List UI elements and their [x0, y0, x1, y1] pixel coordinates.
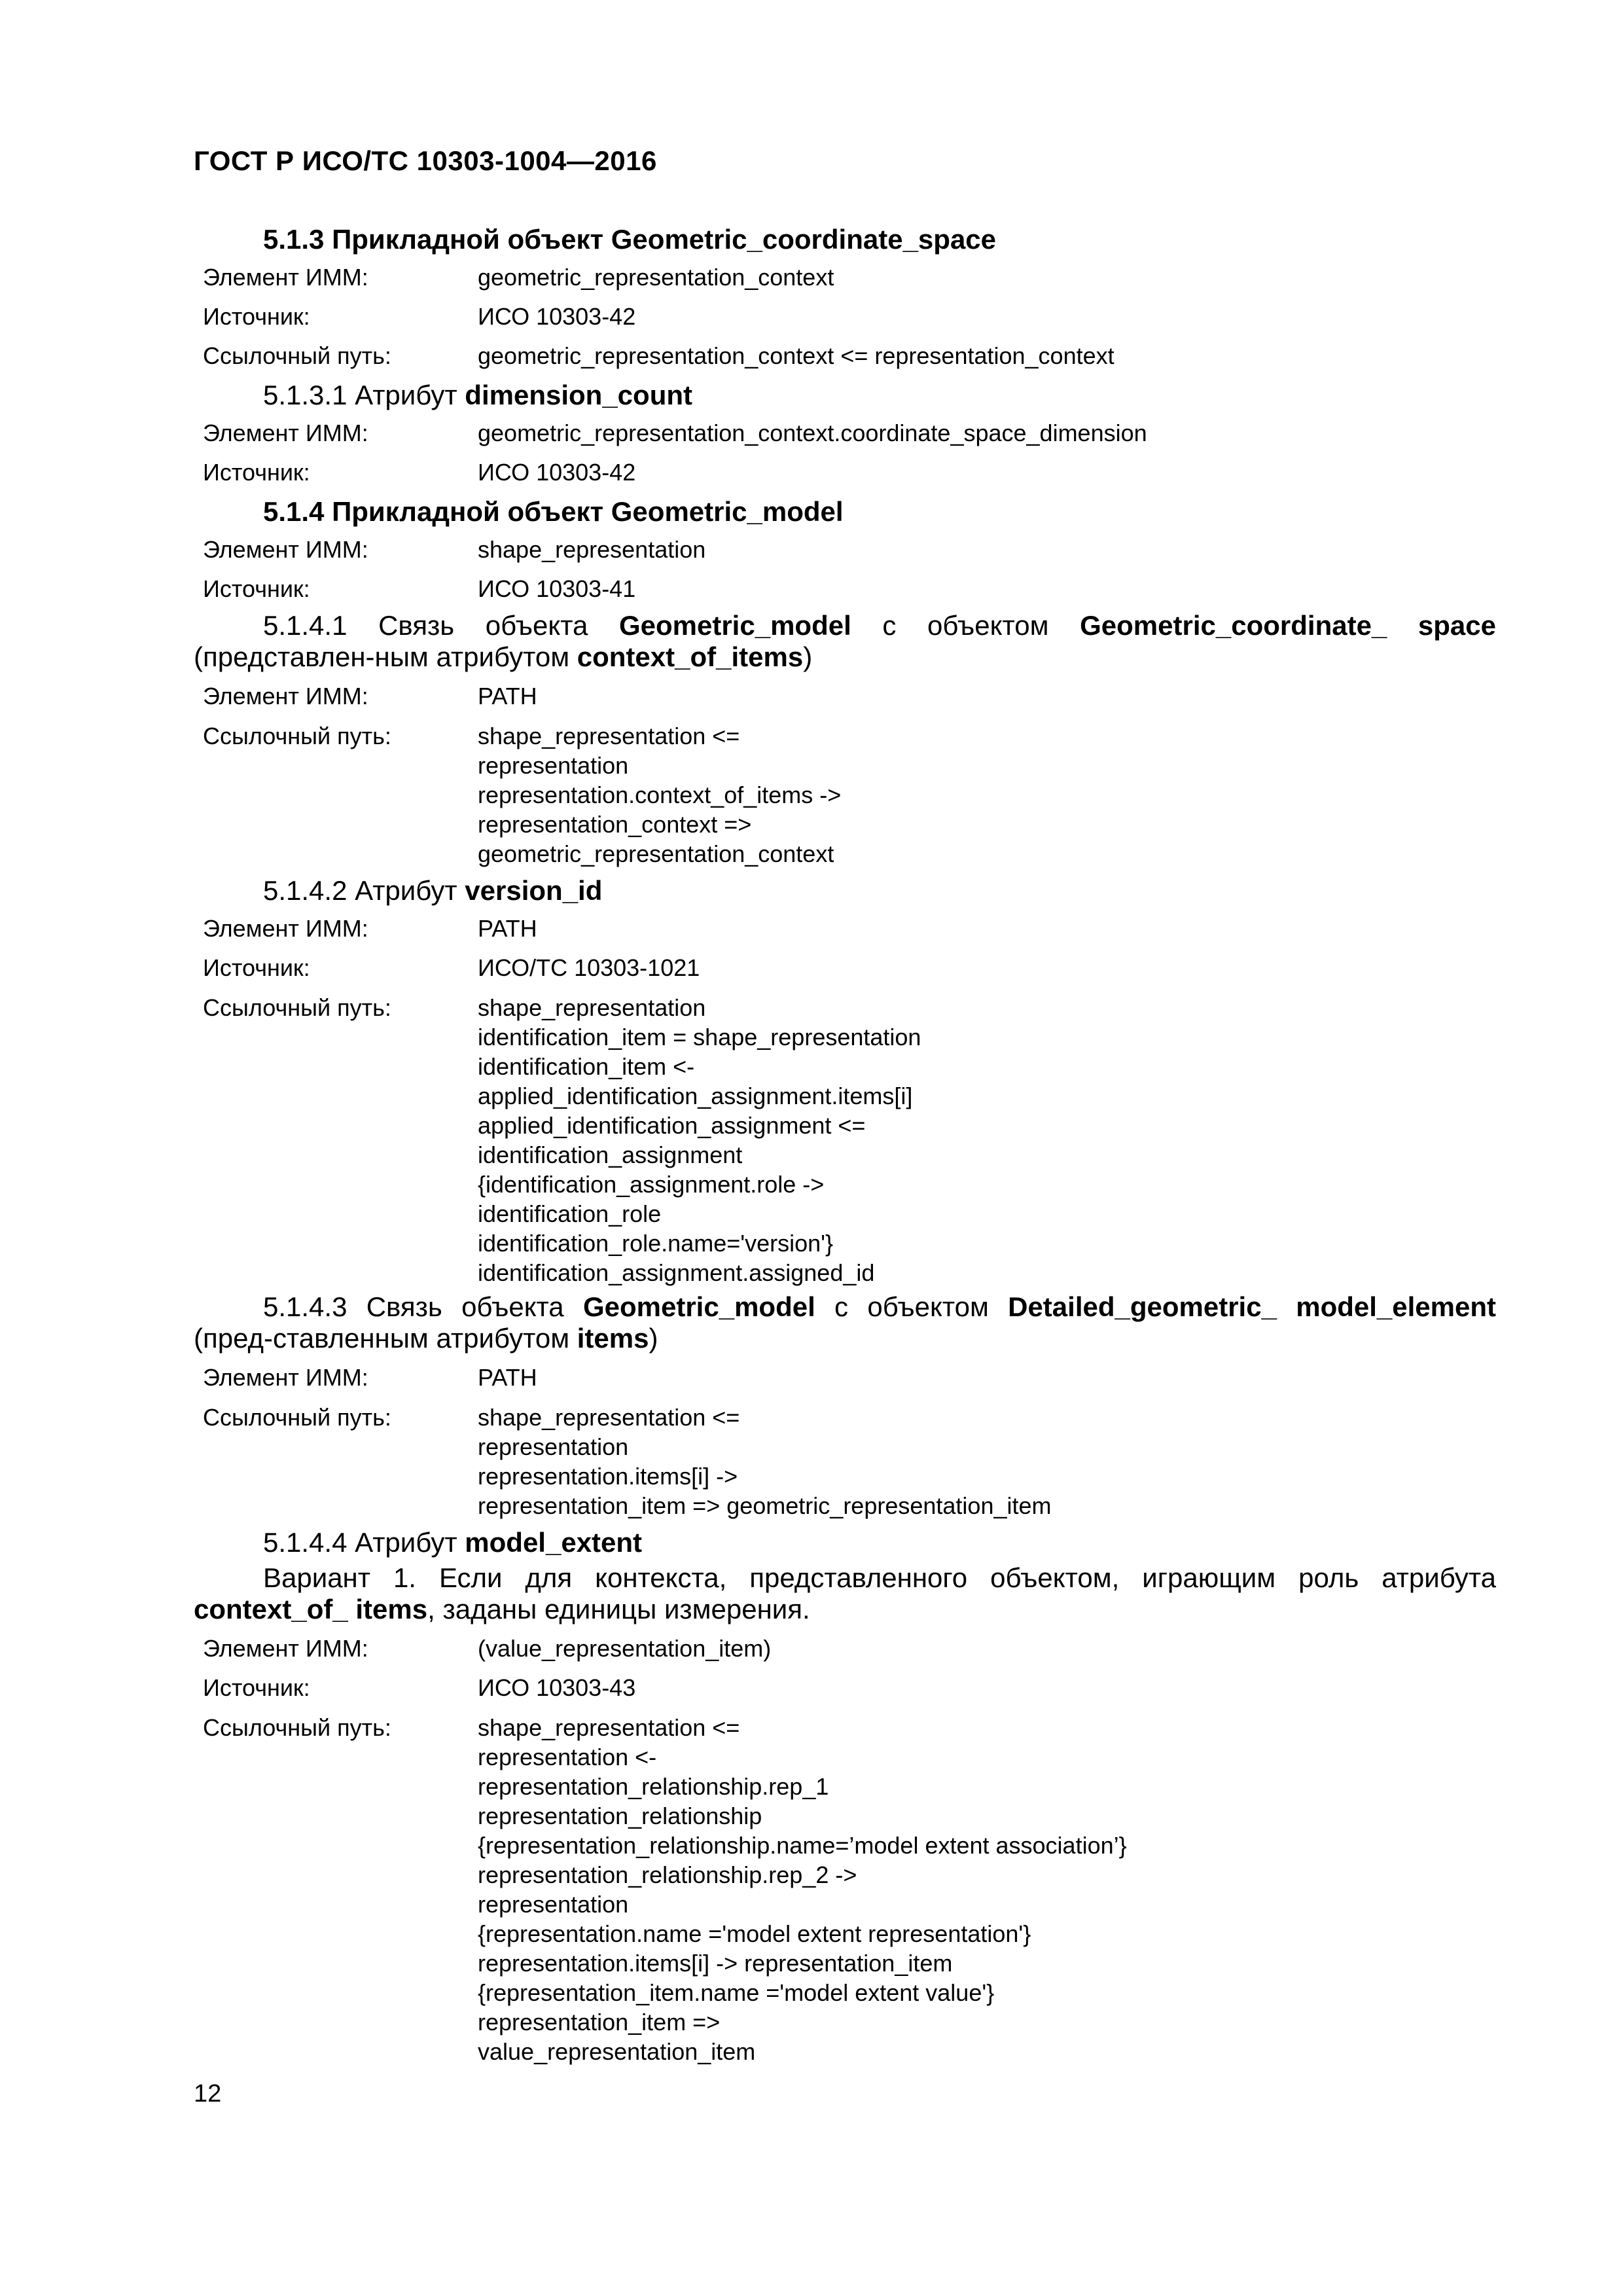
path-line: representation <-	[478, 1744, 657, 1770]
field-label: Элемент ИММ:	[203, 420, 368, 446]
field-label: Источник:	[203, 575, 310, 602]
path-line: identification_role.name='version'}	[478, 1230, 834, 1257]
attribute-name: version_id	[465, 875, 603, 906]
path-line: applied_identification_assignment.items[i]	[478, 1083, 913, 1109]
field-label: Источник:	[203, 1674, 310, 1701]
field-label: Ссылочный путь:	[203, 342, 391, 369]
path-line: identification_assignment.assigned_id	[478, 1259, 875, 1286]
heading-5-1-3-1	[194, 377, 1496, 414]
field-label: Элемент ИММ:	[203, 1635, 368, 1662]
field-label: Ссылочный путь:	[203, 723, 391, 749]
field-row	[194, 909, 1496, 948]
path-line: representation_relationship.rep_1	[478, 1773, 829, 1800]
text-run: с объектом	[815, 1291, 1008, 1322]
field-row	[194, 569, 1496, 609]
entity-name: Geometric_model	[618, 610, 851, 641]
field-value: (value_representation_item)	[478, 1635, 772, 1662]
field-row	[194, 677, 1496, 716]
field-label: Элемент ИММ:	[203, 915, 368, 942]
path-line: representation	[478, 1433, 629, 1460]
field-row	[194, 948, 1496, 988]
field-row	[194, 258, 1496, 297]
page-content	[194, 220, 1496, 2069]
path-line: {representation.name ='model extent representation'}	[478, 1920, 1031, 1947]
heading-5-1-4-2	[194, 872, 1496, 909]
heading-prefix: 5.1.3.1 Атрибут	[263, 380, 465, 410]
text-run: Вариант 1. Если для контекста, представленного объектом, играющим роль атрибута	[263, 1562, 1496, 1593]
page-number: 12	[194, 2080, 222, 2108]
field-value: ИСО/ТС 10303-1021	[478, 954, 700, 981]
variant-paragraph	[194, 1562, 1496, 1625]
field-value: ИСО 10303-42	[478, 459, 636, 486]
field-row	[194, 1629, 1496, 1668]
attribute-name: dimension_count	[465, 380, 692, 410]
path-line: {representation_relationship.name=’model extent association’}	[478, 1832, 1127, 1859]
path-line: identification_assignment	[478, 1141, 743, 1168]
path-line: identification_role	[478, 1200, 662, 1227]
field-row-reference-path	[194, 716, 1496, 871]
field-row	[194, 414, 1496, 453]
field-row	[194, 1668, 1496, 1708]
attribute-name: items	[577, 1323, 649, 1354]
field-row-reference-path	[194, 1708, 1496, 2069]
field-label: Ссылочный путь:	[203, 1404, 391, 1431]
heading-5-1-4: 5.1.4 Прикладной объект Geometric_model	[263, 496, 844, 527]
field-value: ИСО 10303-41	[478, 575, 636, 602]
path-line: representation_relationship.rep_2 ->	[478, 1861, 857, 1888]
text-run: )	[649, 1323, 658, 1354]
heading-prefix: 5.1.4.4 Атрибут	[263, 1527, 465, 1558]
path-line: representation_relationship	[478, 1803, 762, 1829]
path-line: value_representation_item	[478, 2038, 756, 2065]
attribute-name: context_of_ items	[194, 1594, 428, 1624]
field-value: PATH	[478, 1364, 537, 1391]
field-row-reference-path	[194, 1397, 1496, 1523]
path-line: identification_item = shape_representation	[478, 1024, 921, 1050]
field-row	[194, 297, 1496, 336]
entity-name: Geometric_model	[582, 1291, 815, 1322]
path-line: shape_representation <=	[478, 1404, 740, 1431]
field-value: geometric_representation_context	[478, 264, 834, 291]
path-line: {identification_assignment.role ->	[478, 1171, 825, 1198]
reference-path-value	[478, 1403, 1496, 1520]
heading-prefix: 5.1.4.2 Атрибут	[263, 875, 465, 906]
field-row	[194, 336, 1496, 376]
attribute-name: context_of_items	[577, 641, 804, 672]
field-label: Источник:	[203, 954, 310, 981]
paragraph-5-1-4-1	[194, 610, 1496, 673]
path-line: {representation_item.name ='model extent value'}	[478, 1979, 995, 2006]
paragraph-5-1-4-3	[194, 1291, 1496, 1354]
field-row	[194, 530, 1496, 569]
field-value: geometric_representation_context.coordinate_space_dimension	[478, 420, 1147, 446]
path-line: representation_item =>	[478, 2009, 721, 2036]
field-label: Источник:	[203, 459, 310, 486]
field-value: ИСО 10303-43	[478, 1674, 636, 1701]
heading-5-1-4-4	[194, 1524, 1496, 1561]
path-line: representation.items[i] ->	[478, 1463, 738, 1490]
field-label: Ссылочный путь:	[203, 994, 391, 1021]
field-label: Элемент ИММ:	[203, 683, 368, 709]
entity-name: Geometric_coordinate_ space	[1080, 610, 1496, 641]
path-line: representation	[478, 1891, 629, 1918]
path-line: shape_representation <=	[478, 1714, 740, 1741]
field-row-reference-path	[194, 988, 1496, 1290]
path-line: representation.context_of_items ->	[478, 781, 842, 808]
text-run: с объектом	[851, 610, 1080, 641]
path-line: shape_representation	[478, 994, 706, 1021]
reference-path-value	[478, 1713, 1496, 2066]
text-run: (представлен-ным атрибутом	[194, 641, 577, 672]
field-value: geometric_representation_context <= representation_context	[478, 342, 1115, 369]
field-row	[194, 453, 1496, 492]
text-run: 5.1.4.3 Связь объекта	[263, 1291, 583, 1322]
path-line: representation	[478, 752, 629, 779]
path-line: shape_representation <=	[478, 723, 740, 749]
text-run: 5.1.4.1 Связь объекта	[263, 610, 619, 641]
field-value: ИСО 10303-42	[478, 303, 636, 330]
path-line: applied_identification_assignment <=	[478, 1112, 866, 1139]
attribute-name: model_extent	[465, 1527, 643, 1558]
document-header: ГОСТ Р ИСО/ТС 10303-1004—2016	[194, 145, 657, 176]
text-run: , заданы единицы измерения.	[427, 1594, 810, 1624]
field-row	[194, 1358, 1496, 1397]
path-line: identification_item <-	[478, 1053, 695, 1080]
path-line: geometric_representation_context	[478, 840, 834, 867]
field-label: Элемент ИММ:	[203, 536, 368, 563]
path-line: representation_item => geometric_representation_item	[478, 1492, 1052, 1519]
field-label: Элемент ИММ:	[203, 264, 368, 291]
reference-path-value	[478, 721, 1496, 869]
text-run: (пред-ставленным атрибутом	[194, 1323, 577, 1354]
reference-path-value	[478, 993, 1496, 1287]
heading-5-1-3: 5.1.3 Прикладной объект Geometric_coordinate_space	[263, 224, 997, 255]
field-label: Ссылочный путь:	[203, 1714, 391, 1741]
field-value: shape_representation	[478, 536, 706, 563]
field-label: Источник:	[203, 303, 310, 330]
entity-name: Detailed_geometric_ model_element	[1008, 1291, 1497, 1322]
field-label: Элемент ИММ:	[203, 1364, 368, 1391]
text-run: )	[803, 641, 813, 672]
field-value: PATH	[478, 683, 537, 709]
field-value: PATH	[478, 915, 537, 942]
path-line: representation.items[i] -> representation_item	[478, 1950, 953, 1977]
path-line: representation_context =>	[478, 811, 752, 838]
